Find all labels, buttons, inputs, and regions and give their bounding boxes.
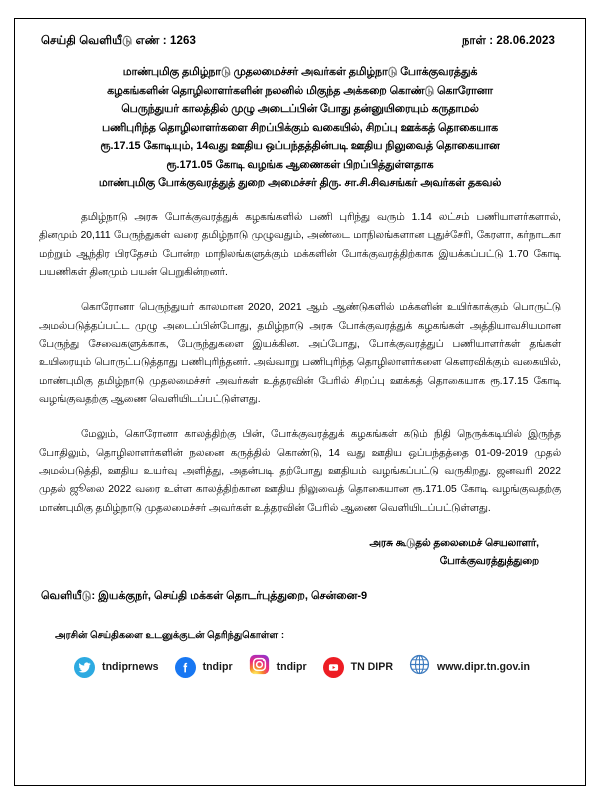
title-line: பெருந்துயர் காலத்தில் முழு அடைப்பின் போது தன்னுயிரையும் கருதாமல் <box>121 103 479 116</box>
title-line: ரூ.171.05 கோடி வழங்க ஆணைகள் பிறப்பித்துள்ளதாக <box>166 158 434 171</box>
globe-icon <box>409 654 430 680</box>
title-line: மாண்புமிகு தமிழ்நாடு முதலமைச்சர் அவர்கள் தமிழ்நாடு போக்குவரத்துக் <box>122 66 478 78</box>
title-line: பணிபுரிந்த தொழிலாளர்களை சிறப்பிக்கும் வகையில், சிறப்பு ஊக்கத் தொகையாக <box>101 121 499 134</box>
body-paragraph: கொரோனா பெருந்துயர் காலமான 2020, 2021 ஆம் ஆண்டுகளில் மக்களின் உயிர்காக்கும் பொருட்டு அமல்படுத்தப்பட்ட முழு அடைப்பின்போது, தமிழ்நாடு அரசு போக்குவரத்துக் கழகங்கள் அத்தியாவசியமான பேருந்து சேவைகளுக்காக, பேருந்துகளை இயக்கின. அப்போது, போக்குவரத்துப் பணியாளர்கள் தங்கள் உயிரையும் பொருட்படுத்தாது பணிபுரிந்தனர். அவ்வாறு பணிபுரிந்த தொழிலாளர்களை கௌரவிக்கும் வகையில், மாண்புமிகு தமிழ்நாடு முதலமைச்சர் அவர்கள் உத்தரவின் பேரில் சிறப்பு ஊக்கத் தொகையாக ரூ.17.15 கோடி வழங்குவதற்கு ஆணை வெளியிடப்பட்டுள்ளது. <box>39 302 561 405</box>
signature-designation: அரசு கூடுதல் தலைமைச் செயலாளர், <box>369 537 539 549</box>
social-link-facebook[interactable] <box>175 657 233 678</box>
instagram-icon <box>249 654 270 680</box>
title-line: ரூ.17.15 கோடியும், 14வது ஊதிய ஒப்பந்தத்தின்படி ஊதிய நிலுவைத் தொகையான <box>100 140 500 153</box>
social-label: TN DIPR <box>350 661 393 674</box>
body-paragraph: மேலும், கொரோனா காலத்திற்கு பின், போக்குவரத்துக் கழகங்கள் கடும் நிதி நெருக்கடியில் இருந்த போதிலும், தொழிலாளர்களின் நலனை கருத்தில் கொண்டு, 14 வது ஊதிய ஒப்பந்தத்தை 01-09-2019 முதல் அமல்படுத்தி, ஊதிய உயர்வு அளித்து, அதன்படி தற்போது ஊதியம் வழங்கப்பட்டு வருகிறது. ஜனவரி 2022 முதல் ஜூலை 2022 வரை உள்ள காலத்திற்கான ஊதிய நிலுவைத் தொகையான ரூ.171.05 கோடி வழங்குவதற்கு மாண்புமிகு தமிழ்நாடு முதலமைச்சர் அவர்கள் உத்தரவின் பேரில் ஆணை வெளியிடப்பட்டுள்ளது. <box>39 429 561 514</box>
page-title <box>37 63 563 193</box>
social-label: www.dipr.tn.gov.in <box>436 661 530 674</box>
signature-block <box>37 535 563 570</box>
title-line: மாண்புமிகு போக்குவரத்துத் துறை அமைச்சர் திரு. சா.சி.சிவசங்கர் அவர்கள் தகவல் <box>98 177 502 190</box>
facebook-icon <box>175 657 196 678</box>
signature-department: போக்குவரத்துத்துறை <box>439 555 539 567</box>
body-paragraph: தமிழ்நாடு அரசு போக்குவரத்துக் கழகங்களில் பணி புரிந்து வரும் 1.14 லட்சம் பணியாளர்களால், தினமும் 20,111 பேருந்துகள் வரை தமிழ்நாடு முழுவதும், அண்டை மாநிலங்களான புதுச்சேரி, கேரளா, கர்நாடகா மற்றும் ஆந்திர பிரதேசம் போன்ற மாநிலங்களுக்கும் மக்களின் போக்குவரத்திற்காக இயக்கப்பட்டு 1.70 கோடி பயணிகள் தினமும் பயன் பெறுகின்றனர். <box>39 211 561 278</box>
social-link-website[interactable] <box>409 654 530 680</box>
document-sheet <box>14 18 586 786</box>
release-date: நாள் : 28.06.2023 <box>461 35 555 47</box>
youtube-icon <box>323 657 344 678</box>
social-link-twitter[interactable] <box>74 657 159 678</box>
footer-prompt: அரசின் செய்திகளை உடனுக்குடன் தெரிந்துகொள்ள : <box>55 630 285 642</box>
document-body <box>37 209 563 518</box>
social-link-youtube[interactable] <box>323 657 393 678</box>
twitter-icon <box>74 657 95 678</box>
document-header <box>37 33 563 49</box>
social-label: tndipr <box>202 661 233 674</box>
social-link-instagram[interactable] <box>249 654 307 680</box>
publisher-line: வெளியீடு: இயக்குநர், செய்தி மக்கள் தொடர்புத்துறை, சென்னை-9 <box>41 590 368 603</box>
release-number: செய்தி வெளியீடு எண் : 1263 <box>41 35 196 47</box>
social-label: tndipr <box>276 661 307 674</box>
title-line: கழகங்களின் தொழிலாளர்களின் நலனில் மிகுந்த அக்கறை கொண்டு கொரோனா <box>107 84 493 97</box>
social-links-row <box>37 654 563 680</box>
social-label: tndiprnews <box>102 661 159 674</box>
